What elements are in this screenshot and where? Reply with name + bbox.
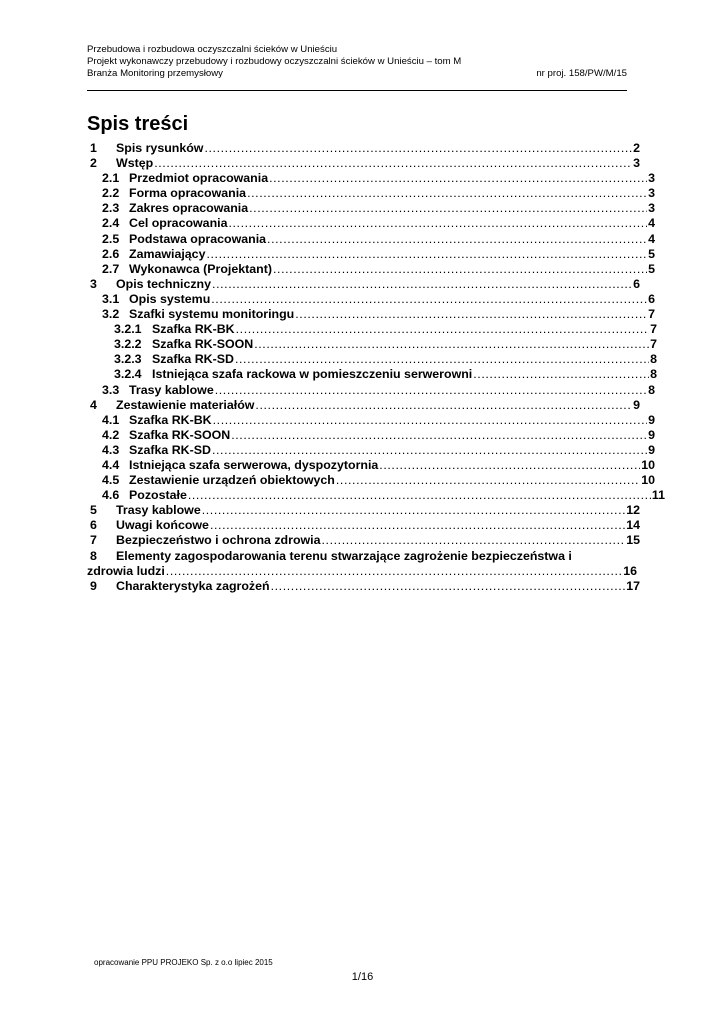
- toc-entry-label: Przedmiot opracowania: [129, 171, 269, 186]
- dot-leader: [379, 458, 640, 473]
- dot-leader: [473, 367, 649, 382]
- toc-entry-label: Pozostałe: [129, 488, 187, 503]
- toc-entry-number: 6: [90, 518, 97, 533]
- dot-leader: [254, 337, 649, 352]
- toc-entry-page: 16: [623, 563, 637, 578]
- dot-leader: [213, 413, 647, 428]
- dot-leader: [204, 141, 632, 156]
- dot-leader: [269, 171, 647, 186]
- toc-entry-3[interactable]: [90, 277, 640, 292]
- toc-entry-1[interactable]: [90, 141, 640, 156]
- toc-entry-page: 3: [648, 171, 655, 186]
- toc-entry-page: 7: [650, 337, 657, 352]
- toc-entry-label: Szafka RK-SD: [152, 352, 234, 367]
- toc-entry-page: 12: [626, 503, 640, 518]
- toc-entry-number: 8: [90, 548, 97, 563]
- document-header: [87, 44, 627, 80]
- toc-entry-page: 10: [641, 473, 655, 488]
- toc-entry-page: 9: [633, 397, 640, 412]
- toc-entry-number: 3.2.3: [114, 352, 142, 367]
- toc-entry-number: 4.1: [102, 412, 120, 427]
- toc-entry-number: 4.4: [102, 457, 120, 472]
- toc-entry-7[interactable]: [90, 533, 640, 548]
- toc-entry-label: Szafka RK-SD: [129, 442, 211, 457]
- toc-entry-first-line: [90, 549, 637, 564]
- toc-entry-number: 2.1: [102, 171, 120, 186]
- toc-entry-2-5[interactable]: [102, 232, 655, 247]
- header-project-subtitle: Projekt wykonawczy przebudowy i rozbudowy oczyszczalni ścieków w Unieściu – tom M: [87, 56, 462, 67]
- toc-entry-label: Trasy kablowe: [129, 382, 214, 397]
- toc-entry-label: Szafka RK-BK: [129, 412, 212, 427]
- toc-entry-3-2-1[interactable]: [114, 322, 657, 337]
- toc-entry-label: Istniejąca szafa serwerowa, dyspozytornia: [129, 457, 379, 472]
- toc-entry-label: Forma opracowania: [129, 186, 247, 201]
- toc-entry-number: 2.6: [102, 246, 120, 261]
- dot-leader: [255, 398, 632, 413]
- toc-entry-label: Cel opracowania: [129, 216, 228, 231]
- toc-entry-label: Szafka RK-SOON: [129, 427, 231, 442]
- dot-leader: [212, 443, 647, 458]
- dot-leader: [166, 564, 622, 579]
- toc-entry-label: Zestawienie urządzeń obiektowych: [129, 473, 335, 488]
- toc-entry-page: 4: [648, 216, 655, 231]
- dot-leader: [231, 428, 647, 443]
- toc-entry-2-4[interactable]: [102, 216, 655, 231]
- toc-entry-2-2[interactable]: [102, 186, 655, 201]
- toc-entry-page: 2: [633, 141, 640, 155]
- toc-entry-number: 2.3: [102, 201, 120, 216]
- toc-entry-4-5[interactable]: [102, 473, 655, 488]
- toc-entry-page: 9: [648, 442, 655, 457]
- toc-entry-number: 2: [90, 156, 97, 171]
- toc-entry-label: Szafka RK-SOON: [152, 337, 254, 352]
- toc-entry-page: 7: [648, 307, 655, 322]
- toc-entry-4-3[interactable]: [102, 443, 655, 458]
- toc-entry-3-2-4[interactable]: [114, 367, 657, 382]
- toc-entry-number: 2.5: [102, 231, 120, 246]
- toc-entry-label-continued: zdrowia ludzi: [87, 563, 165, 578]
- toc-entry-page: 3: [648, 201, 655, 216]
- dot-leader: [267, 232, 647, 247]
- toc-entry-2[interactable]: [90, 156, 640, 171]
- toc-entry-label: Zamawiający: [129, 246, 206, 261]
- toc-entry-3-2-2[interactable]: [114, 337, 657, 352]
- dot-leader: [154, 156, 632, 171]
- dot-leader: [202, 503, 625, 518]
- toc-entry-label: Elementy zagospodarowania terenu stwarzające zagrożenie bezpieczeństwa i: [116, 548, 572, 563]
- header-branch-row: [87, 68, 627, 80]
- toc-entry-number: 2.2: [102, 186, 120, 201]
- toc-entry-label: Opis techniczny: [116, 276, 212, 291]
- header-project-number: nr proj. 158/PW/M/15: [536, 68, 627, 79]
- toc-entry-5[interactable]: [90, 503, 640, 518]
- dot-leader: [206, 247, 647, 262]
- toc-entry-page: 15: [626, 533, 640, 548]
- toc-entry-page: 14: [626, 518, 640, 533]
- toc-entry-number: 3.2: [102, 307, 120, 322]
- toc-entry-number: 4.3: [102, 442, 120, 457]
- toc-entry-4-1[interactable]: [102, 413, 655, 428]
- dot-leader: [228, 216, 647, 231]
- toc-entry-9[interactable]: [90, 579, 640, 594]
- toc-entry-number: 5: [90, 503, 97, 518]
- toc-entry-label: Wykonawca (Projektant): [129, 261, 272, 276]
- dot-leader: [212, 277, 632, 292]
- dot-leader: [211, 292, 647, 307]
- dot-leader: [235, 352, 649, 367]
- dot-leader: [273, 262, 647, 277]
- toc-entry-page: 3: [633, 156, 640, 171]
- toc-entry-number: 4.6: [102, 488, 120, 503]
- toc-entry-page: 8: [648, 382, 655, 397]
- page-number: 1/16: [351, 971, 374, 983]
- header-branch: Branża Monitoring przemysłowy: [87, 68, 223, 79]
- toc-entry-label: Zestawienie materiałów: [116, 397, 255, 412]
- toc-entry-number: 1: [90, 141, 97, 155]
- dot-leader: [188, 488, 651, 503]
- table-of-contents: [87, 141, 665, 594]
- toc-entry-label: Szafki systemu monitoringu: [129, 307, 295, 322]
- toc-entry-label: Uwagi końcowe: [116, 518, 209, 533]
- toc-entry-page: 17: [626, 578, 640, 593]
- toc-entry-3-3[interactable]: [102, 383, 655, 398]
- toc-entry-3-2[interactable]: [102, 307, 655, 322]
- toc-entry-page: 4: [648, 231, 655, 246]
- toc-entry-4-6[interactable]: [102, 488, 665, 503]
- toc-entry-2-7[interactable]: [102, 262, 655, 277]
- toc-entry-number: 4: [90, 397, 97, 412]
- toc-entry-page: 9: [648, 412, 655, 427]
- toc-title: Spis treści: [87, 113, 189, 135]
- toc-entry-number: 9: [90, 578, 97, 593]
- toc-entry-number: 3.1: [102, 291, 120, 306]
- toc-entry-8[interactable]: [87, 549, 637, 579]
- dot-leader: [249, 201, 647, 216]
- toc-entry-label: Podstawa opracowania: [129, 231, 267, 246]
- toc-entry-label: Szafka RK-BK: [152, 322, 235, 337]
- toc-entry-label: Trasy kablowe: [116, 503, 201, 518]
- toc-entry-4[interactable]: [90, 398, 640, 413]
- header-divider: [87, 90, 627, 91]
- header-project-title: Przebudowa i rozbudowa oczyszczalni ścieków w Unieściu: [87, 44, 338, 55]
- toc-entry-label: Charakterystyka zagrożeń: [116, 578, 270, 593]
- toc-entry-number: 2.7: [102, 261, 120, 276]
- dot-leader: [321, 533, 625, 548]
- toc-entry-6[interactable]: [90, 518, 640, 533]
- toc-entry-4-4[interactable]: [102, 458, 655, 473]
- toc-entry-label: Spis rysunków: [116, 141, 204, 155]
- toc-entry-page: 8: [650, 367, 657, 382]
- toc-entry-number: 3: [90, 276, 97, 291]
- toc-entry-2-1[interactable]: [102, 171, 655, 186]
- toc-entry-page: 9: [648, 427, 655, 442]
- dot-leader: [247, 186, 647, 201]
- toc-entry-label: Bezpieczeństwo i ochrona zdrowia: [116, 533, 321, 548]
- toc-entry-page: 5: [648, 246, 655, 261]
- toc-entry-label: Istniejąca szafa rackowa w pomieszczeniu serwerowni: [152, 367, 473, 382]
- toc-entry-2-3[interactable]: [102, 201, 655, 216]
- toc-entry-number: 3.2.2: [114, 337, 142, 352]
- dot-leader: [295, 307, 647, 322]
- toc-entry-number: 3.2.1: [114, 322, 142, 337]
- toc-entry-number: 7: [90, 533, 97, 548]
- toc-entry-2-6[interactable]: [102, 247, 655, 262]
- footer-author-date: opracowanie PPU PROJEKO Sp. z o.o lipiec 2015: [94, 958, 273, 967]
- toc-entry-page: 8: [650, 352, 657, 367]
- dot-leader: [215, 383, 647, 398]
- toc-entry-page: 7: [650, 322, 657, 337]
- toc-entry-3-2-3[interactable]: [114, 352, 657, 367]
- dot-leader: [210, 518, 625, 533]
- toc-entry-number: 4.2: [102, 427, 120, 442]
- toc-entry-label: Wstęp: [116, 156, 154, 171]
- toc-entry-4-2[interactable]: [102, 428, 655, 443]
- dot-leader: [271, 579, 626, 594]
- toc-entry-number: 4.5: [102, 473, 120, 488]
- toc-entry-page: 5: [648, 261, 655, 276]
- toc-entry-page: 11: [651, 488, 665, 503]
- dot-leader: [336, 473, 640, 488]
- toc-entry-label: Zakres opracowania: [129, 201, 249, 216]
- toc-entry-label: Opis systemu: [129, 291, 211, 306]
- toc-entry-page: 10: [641, 457, 655, 472]
- toc-entry-page: 6: [648, 291, 655, 306]
- toc-entry-page: 3: [648, 186, 655, 201]
- toc-entry-number: 2.4: [102, 216, 120, 231]
- toc-entry-page: 6: [633, 276, 640, 291]
- dot-leader: [236, 322, 649, 337]
- toc-entry-second-line: [87, 564, 637, 579]
- toc-entry-3-1[interactable]: [102, 292, 655, 307]
- toc-entry-number: 3.3: [102, 382, 120, 397]
- toc-entry-number: 3.2.4: [114, 367, 142, 382]
